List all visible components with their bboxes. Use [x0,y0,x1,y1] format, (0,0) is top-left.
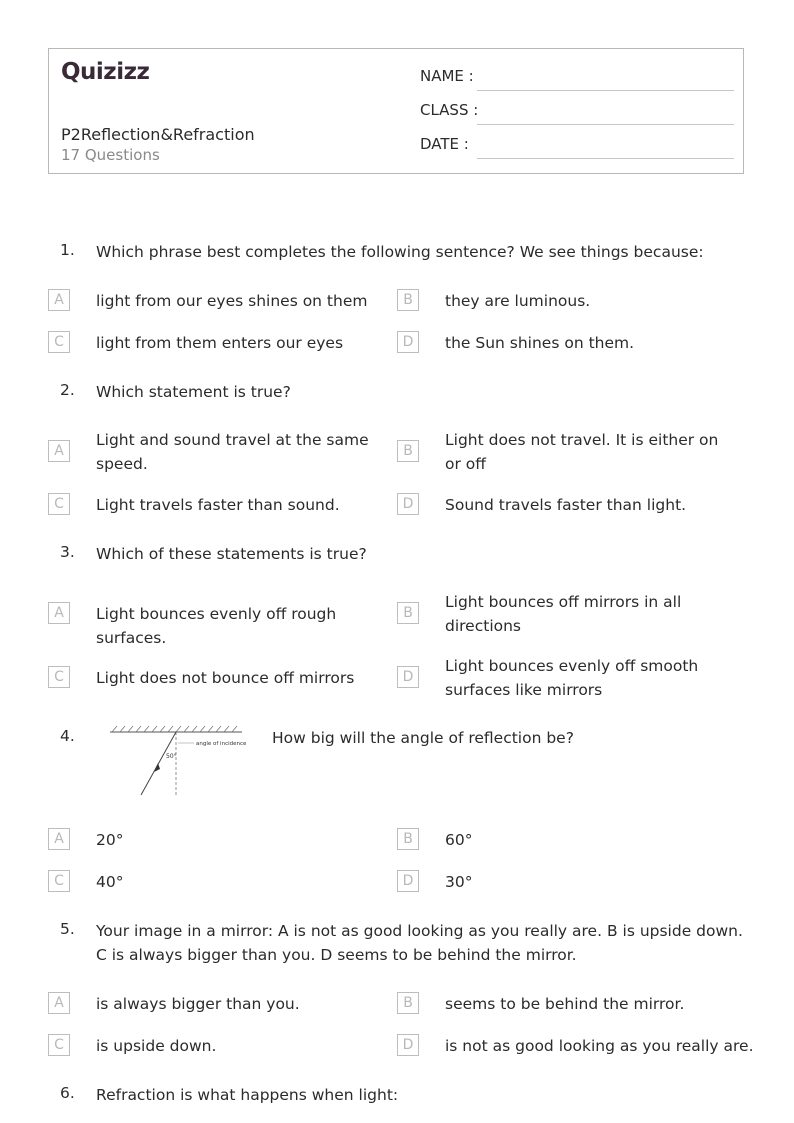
option-b-box[interactable]: B [397,440,419,462]
option-d-box[interactable]: D [397,1034,419,1056]
option-b-text: Light bounces off mirrors in all directions [445,593,682,635]
option-a-box[interactable]: A [48,440,70,462]
question-text: Your image in a mirror: A is not as good looking as you really are. B is upside down. C is always bigger than you. D seems to be behind the mirror. [96,922,743,964]
option-c-text: 40° [96,873,124,891]
option-a-box[interactable]: A [48,602,70,624]
question-text: Which statement is true? [96,383,291,401]
question-text: How big will the angle of reflection be? [272,729,574,747]
question-number: 2. [60,381,75,399]
option-c-box[interactable]: C [48,870,70,892]
option-c-box[interactable]: C [48,666,70,688]
question-count: 17 Questions [61,146,160,164]
option-b-text: they are luminous. [445,292,591,310]
option-b-text: Light does not travel. It is either on or off [445,431,719,473]
option-d-text: 30° [445,873,473,891]
option-c-box[interactable]: C [48,331,70,353]
option-c-box[interactable]: C [48,1034,70,1056]
option-c-text: light from them enters our eyes [96,334,344,352]
option-b-text: 60° [445,831,473,849]
question-number: 1. [60,241,75,259]
question-text: Which of these statements is true? [96,545,367,563]
option-a-text: Light bounces evenly off rough surfaces. [96,605,337,647]
option-a-text: Light and sound travel at the same speed. [96,431,369,473]
question-number: 4. [60,727,75,745]
date-field[interactable] [420,135,734,159]
class-label: CLASS : [420,101,479,119]
option-d-text: Sound travels faster than light. [445,496,687,514]
angle-value: 50° [166,753,177,760]
option-a-text: 20° [96,831,124,849]
worksheet-header [48,48,744,174]
date-label: DATE : [420,135,469,153]
incident-ray [141,732,176,795]
class-line[interactable] [477,124,734,125]
name-line[interactable] [477,90,734,91]
option-d-text: Light bounces evenly off smooth surfaces like mirrors [445,657,699,699]
option-c-box[interactable]: C [48,493,70,515]
question-text: Refraction is what happens when light: [96,1086,399,1104]
option-b-box[interactable]: B [397,289,419,311]
reflection-diagram [106,722,246,798]
quiz-title: P2Reflection&Refraction [61,125,255,144]
date-line[interactable] [477,158,734,159]
angle-label: angle of incidence [196,741,246,747]
mirror-hatching [112,726,237,732]
question-text: Which phrase best completes the following sentence? We see things because: [96,243,704,261]
option-a-text: light from our eyes shines on them [96,292,368,310]
option-d-text: the Sun shines on them. [445,334,635,352]
quizizz-logo: Quizizz [61,59,150,85]
option-a-box[interactable]: A [48,992,70,1014]
option-d-box[interactable]: D [397,493,419,515]
option-a-text: is always bigger than you. [96,995,300,1013]
question-number: 5. [60,920,75,938]
class-field[interactable] [420,101,734,125]
name-label: NAME : [420,67,474,85]
option-c-text: Light travels faster than sound. [96,496,340,514]
ray-arrowhead [154,763,160,772]
option-d-box[interactable]: D [397,331,419,353]
question-number: 3. [60,543,75,561]
option-b-box[interactable]: B [397,992,419,1014]
question-number: 6. [60,1084,75,1102]
option-d-box[interactable]: D [397,870,419,892]
name-field[interactable] [420,67,734,91]
option-a-box[interactable]: A [48,828,70,850]
option-c-text: Light does not bounce off mirrors [96,669,355,687]
option-d-text: is not as good looking as you really are. [445,1037,754,1055]
option-c-text: is upside down. [96,1037,217,1055]
option-d-box[interactable]: D [397,666,419,688]
option-b-box[interactable]: B [397,828,419,850]
option-a-box[interactable]: A [48,289,70,311]
option-b-text: seems to be behind the mirror. [445,995,685,1013]
option-b-box[interactable]: B [397,602,419,624]
